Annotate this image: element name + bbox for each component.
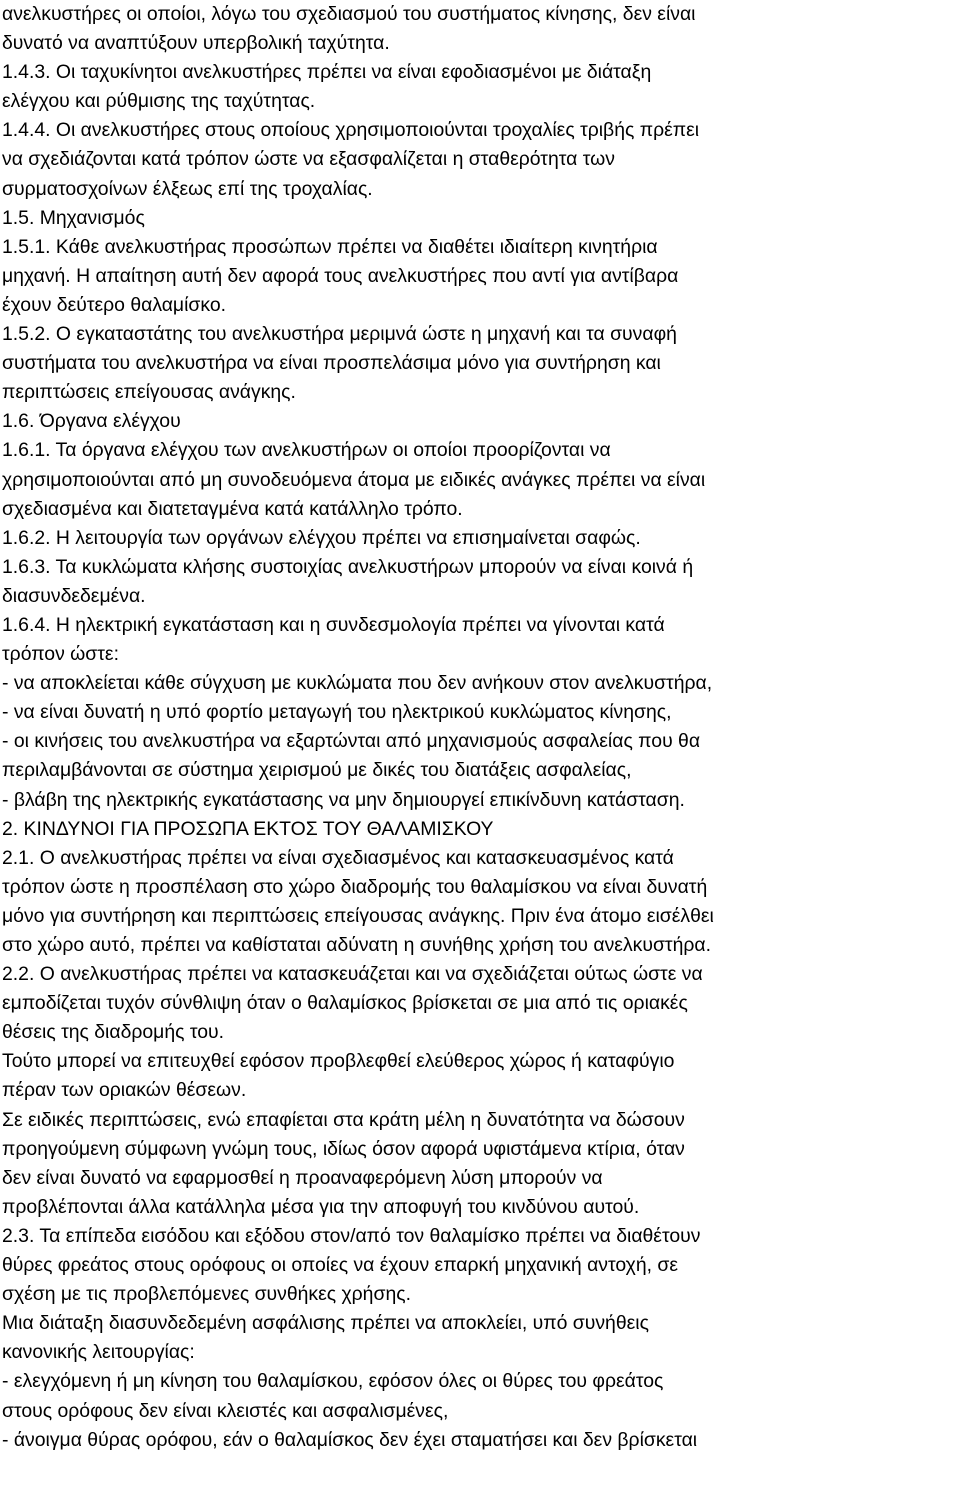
text-line: σχέση με τις προβλεπόμενες συνθήκες χρήσης. — [2, 1283, 411, 1306]
text-line: 1.6.1. Τα όργανα ελέγχου των ανελκυστήρων οι οποίοι προορίζονται να — [2, 439, 611, 462]
text-line: - οι κινήσεις του ανελκυστήρα να εξαρτώνται από μηχανισμούς ασφαλείας που θα — [2, 730, 701, 753]
document-body — [2, 0, 952, 1455]
text-line: 1.6.3. Τα κυκλώματα κλήσης συστοιχίας ανελκυστήρων μπορούν να είναι κοινά ή — [2, 555, 694, 578]
text-line: πέραν των οριακών θέσεων. — [2, 1079, 247, 1102]
text-line: - να είναι δυνατή η υπό φορτίο μεταγωγή του ηλεκτρικού κυκλώματος κίνησης, — [2, 701, 672, 724]
text-line: κανονικής λειτουργίας: — [2, 1341, 195, 1364]
text-line: τρόπον ώστε η προσπέλαση στο χώρο διαδρομής του θαλαμίσκου να είναι δυνατή — [2, 875, 708, 898]
text-line: ελέγχου και ρύθμισης της ταχύτητας. — [2, 90, 316, 113]
text-line: συστήματα του ανελκυστήρα να είναι προσπελάσιμα μόνο για συντήρηση και — [2, 352, 661, 375]
text-line: μηχανή. Η απαίτηση αυτή δεν αφορά τους ανελκυστήρες που αντί για αντίβαρα — [2, 264, 679, 287]
text-line: θύρες φρεάτος στους ορόφους οι οποίες να έχουν επαρκή μηχανική αντοχή, σε — [2, 1254, 679, 1277]
text-line: 1.5.2. Ο εγκαταστάτης του ανελκυστήρα μεριμνά ώστε η μηχανή και τα συναφή — [2, 323, 677, 346]
text-line: περιπτώσεις επείγουσας ανάγκης. — [2, 381, 296, 404]
text-line: στους ορόφους δεν είναι κλειστές και ασφαλισμένες, — [2, 1399, 449, 1422]
text-line: 1.6.4. Η ηλεκτρική εγκατάσταση και η συνδεσμολογία πρέπει να γίνονται κατά — [2, 613, 665, 636]
text-line: 1.4.3. Οι ταχυκίνητοι ανελκυστήρες πρέπει να είναι εφοδιασμένοι με διάταξη — [2, 61, 652, 84]
text-line: 1.6.2. Η λειτουργία των οργάνων ελέγχου πρέπει να επισημαίνεται σαφώς. — [2, 526, 641, 549]
text-line: προβλέπονται άλλα κατάλληλα μέσα για την αποφυγή του κινδύνου αυτού. — [2, 1195, 640, 1218]
text-line: στο χώρο αυτό, πρέπει να καθίσταται αδύνατη η συνήθης χρήση του ανελκυστήρα. — [2, 934, 711, 956]
text-line: 2.3. Τα επίπεδα εισόδου και εξόδου στον/από τον θαλαμίσκο πρέπει να διαθέτουν — [2, 1224, 701, 1247]
text-line: 1.5. Μηχανισμός — [2, 206, 145, 229]
text-line: σχεδιασμένα και διατεταγμένα κατά κατάλληλο τρόπο. — [2, 497, 463, 520]
text-line: δυνατό να αναπτύξουν υπερβολική ταχύτητα. — [2, 32, 390, 55]
text-line: 1.6. Όργανα ελέγχου — [2, 410, 181, 433]
text-line: - να αποκλείεται κάθε σύγχυση με κυκλώματα που δεν ανήκουν στον ανελκυστήρα, — [2, 672, 713, 695]
text-line: Σε ειδικές περιπτώσεις, ενώ επαφίεται στα κράτη μέλη η δυνατότητα να δώσουν — [2, 1108, 685, 1131]
text-line: 2.1. Ο ανελκυστήρας πρέπει να είναι σχεδιασμένος και κατασκευασμένος κατά — [2, 846, 674, 869]
text-line: 1.4.4. Οι ανελκυστήρες στους οποίους χρησιμοποιούνται τροχαλίες τριβής πρέπει — [2, 119, 700, 142]
text-line: έχουν δεύτερο θαλαμίσκο. — [2, 293, 227, 316]
text-line: - ελεγχόμενη ή μη κίνηση του θαλαμίσκου, εφόσον όλες οι θύρες του φρεάτος — [2, 1370, 664, 1393]
text-line: 2.2. Ο ανελκυστήρας πρέπει να κατασκευάζεται και να σχεδιάζεται ούτως ώστε να — [2, 963, 703, 986]
text-line: περιλαμβάνονται σε σύστημα χειρισμού με δικές του διατάξεις ασφαλείας, — [2, 759, 632, 782]
text-line: προηγούμενη σύμφωνη γνώμη τους, ιδίως όσον αφορά υφιστάμενα κτίρια, όταν — [2, 1137, 685, 1160]
text-line: μόνο για συντήρηση και περιπτώσεις επείγουσας ανάγκης. Πριν ένα άτομο εισέλθει — [2, 904, 714, 927]
text-line: 2. ΚΙΝΔΥΝΟΙ ΓΙΑ ΠΡΟΣΩΠΑ ΕΚΤΟΣ ΤΟΥ ΘΑΛΑΜΙΣΚΟΥ — [2, 817, 494, 840]
text-line: Μια διάταξη διασυνδεδεμένη ασφάλισης πρέπει να αποκλείει, υπό συνήθεις — [2, 1312, 649, 1335]
text-line: εμποδίζεται τυχόν σύνθλιψη όταν ο θαλαμίσκος βρίσκεται σε μια από τις οριακές — [2, 992, 688, 1015]
text-line: να σχεδιάζονται κατά τρόπον ώστε να εξασφαλίζεται η σταθερότητα των — [2, 148, 615, 171]
text-line: - βλάβη της ηλεκτρικής εγκατάστασης να μην δημιουργεί επικίνδυνη κατάσταση. — [2, 788, 685, 811]
text-line: διασυνδεδεμένα. — [2, 584, 146, 607]
text-line: θέσεις της διαδρομής του. — [2, 1021, 225, 1044]
text-line: συρματοσχοίνων έλξεως επί της τροχαλίας. — [2, 177, 373, 200]
text-line: ανελκυστήρες οι οποίοι, λόγω του σχεδιασμού του συστήματος κίνησης, δεν είναι — [2, 3, 696, 25]
text-line: 1.5.1. Κάθε ανελκυστήρας προσώπων πρέπει να διαθέτει ιδιαίτερη κινητήρια — [2, 235, 658, 258]
text-line: δεν είναι δυνατό να εφαρμοσθεί η προαναφερόμενη λύση μπορούν να — [2, 1166, 603, 1189]
text-line: τρόπον ώστε: — [2, 643, 119, 666]
text-line: - άνοιγμα θύρας ορόφου, εάν ο θαλαμίσκος δεν έχει σταματήσει και δεν βρίσκεται — [2, 1428, 698, 1451]
text-line: χρησιμοποιούνται από μη συνοδευόμενα άτομα με ειδικές ανάγκες πρέπει να είναι — [2, 468, 706, 491]
text-line: Τούτο μπορεί να επιτευχθεί εφόσον προβλεφθεί ελεύθερος χώρος ή καταφύγιο — [2, 1050, 675, 1073]
